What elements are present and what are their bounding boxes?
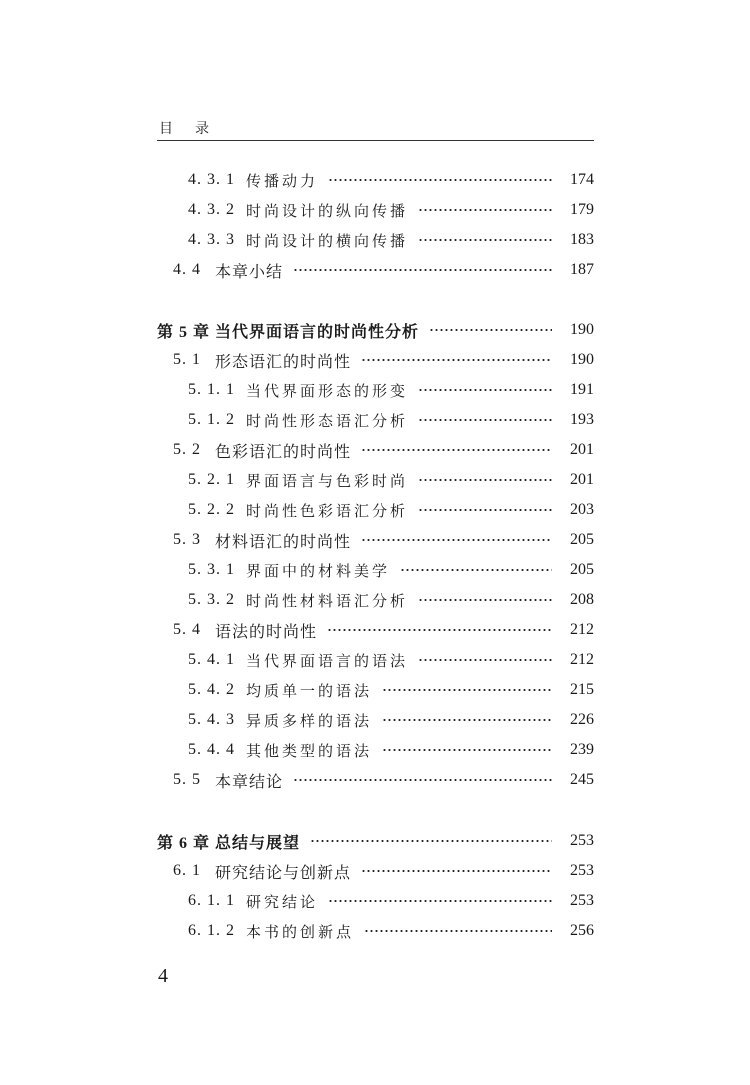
section-title: 当代界面形态的形变 [246, 381, 409, 400]
dot-leader [418, 478, 552, 482]
page-ref: 193 [570, 411, 594, 428]
dot-leader [418, 418, 552, 422]
page-ref: 191 [570, 381, 594, 398]
toc-entry[interactable] [0, 708, 750, 732]
section-number: 5. 3 [173, 531, 201, 548]
section-number: 5. 3. 1 [188, 561, 235, 578]
toc-entry[interactable] [0, 408, 750, 432]
section-number: 4. 3. 3 [188, 231, 235, 248]
dot-leader [361, 358, 552, 362]
page-ref: 203 [570, 501, 594, 518]
section-number: 5. 4. 2 [188, 681, 235, 698]
page-ref: 215 [570, 681, 594, 698]
section-title: 其他类型的语法 [246, 741, 373, 760]
toc-entry[interactable] [0, 228, 750, 252]
section-number: 5. 4. 1 [188, 651, 235, 668]
dot-leader [361, 869, 552, 873]
section-number: 5. 1. 1 [188, 381, 235, 398]
section-title: 研究结论与创新点 [215, 862, 352, 882]
page-number: 4 [158, 965, 168, 987]
dot-leader [418, 238, 552, 242]
toc-entry[interactable] [0, 468, 750, 492]
section-title: 传播动力 [246, 171, 319, 190]
page-ref: 245 [570, 771, 594, 788]
dot-leader [382, 688, 552, 692]
toc-entry[interactable] [0, 528, 750, 552]
page-ref: 174 [570, 171, 594, 188]
section-number: 5. 4. 4 [188, 741, 235, 758]
page-ref: 205 [570, 561, 594, 578]
section-number: 5. 1. 2 [188, 411, 235, 428]
dot-leader [328, 899, 552, 903]
page-ref: 190 [570, 351, 594, 368]
toc-entry[interactable] [0, 258, 750, 282]
toc-entry[interactable] [0, 768, 750, 792]
section-number: 6. 1. 2 [188, 922, 235, 939]
chapter-number: 第 5 章 [157, 323, 211, 341]
dot-leader [310, 839, 552, 843]
header-title: 目录 [159, 121, 231, 137]
dot-leader [361, 448, 552, 452]
dot-leader [327, 628, 552, 632]
page-ref: 212 [570, 651, 594, 668]
dot-leader [293, 268, 552, 272]
page-ref: 208 [570, 591, 594, 608]
chapter-number: 第 6 章 [157, 834, 211, 852]
section-title: 本书的创新点 [246, 922, 355, 941]
section-title: 研究结论 [246, 892, 319, 911]
page-ref: 183 [570, 231, 594, 248]
dot-leader [418, 388, 552, 392]
dot-leader [418, 658, 552, 662]
dot-leader [429, 328, 552, 332]
page-ref: 253 [570, 832, 594, 849]
page-ref: 212 [570, 621, 594, 638]
toc-entry[interactable] [0, 498, 750, 522]
toc-entry[interactable] [0, 738, 750, 762]
section-number: 6. 1. 1 [188, 892, 235, 909]
chapter-title: 总结与展望 [215, 832, 301, 852]
section-title: 本章结论 [215, 771, 284, 791]
section-number: 5. 4. 3 [188, 711, 235, 728]
dot-leader [382, 718, 552, 722]
page-ref: 179 [570, 201, 594, 218]
toc-entry[interactable] [0, 618, 750, 642]
section-title: 异质多样的语法 [246, 711, 373, 730]
toc-entry[interactable] [0, 648, 750, 672]
dot-leader [293, 778, 552, 782]
section-number: 5. 1 [173, 351, 201, 368]
toc-entry[interactable] [0, 678, 750, 702]
toc-chapter-entry[interactable] [0, 829, 750, 853]
page-ref: 253 [570, 862, 594, 879]
section-title: 材料语汇的时尚性 [215, 531, 352, 551]
section-title: 界面语言与色彩时尚 [246, 471, 409, 490]
section-number: 4. 3. 1 [188, 171, 235, 188]
toc-entry[interactable] [0, 919, 750, 943]
dot-leader [418, 208, 552, 212]
dot-leader [382, 748, 552, 752]
page-ref: 253 [570, 892, 594, 909]
section-number: 4. 3. 2 [188, 201, 235, 218]
page-ref: 190 [570, 321, 594, 338]
section-title: 当代界面语言的语法 [246, 651, 409, 670]
toc-entry[interactable] [0, 558, 750, 582]
section-title: 时尚设计的横向传播 [246, 231, 409, 250]
toc-entry[interactable] [0, 168, 750, 192]
section-number: 6. 1 [173, 862, 201, 879]
dot-leader [364, 929, 552, 933]
section-title: 时尚设计的纵向传播 [246, 201, 409, 220]
section-title: 本章小结 [215, 261, 284, 281]
toc-entry[interactable] [0, 198, 750, 222]
section-number: 4. 4 [173, 261, 201, 278]
section-number: 5. 2. 1 [188, 471, 235, 488]
dot-leader [328, 178, 552, 182]
page-ref: 239 [570, 741, 594, 758]
section-number: 5. 2. 2 [188, 501, 235, 518]
toc-entry[interactable] [0, 378, 750, 402]
toc-entry[interactable] [0, 889, 750, 913]
section-title: 界面中的材料美学 [246, 561, 391, 580]
page-ref: 205 [570, 531, 594, 548]
dot-leader [418, 508, 552, 512]
section-title: 色彩语汇的时尚性 [215, 441, 352, 461]
dot-leader [361, 538, 552, 542]
section-title: 语法的时尚性 [215, 621, 318, 641]
section-number: 5. 4 [173, 621, 201, 638]
section-number: 5. 2 [173, 441, 201, 458]
chapter-title: 当代界面语言的时尚性分析 [215, 321, 420, 341]
section-title: 时尚性色彩语汇分析 [246, 501, 409, 520]
section-title: 时尚性形态语汇分析 [246, 411, 409, 430]
page-ref: 201 [570, 471, 594, 488]
section-number: 5. 5 [173, 771, 201, 788]
toc-entry[interactable] [0, 859, 750, 883]
page-ref: 201 [570, 441, 594, 458]
section-title: 形态语汇的时尚性 [215, 351, 352, 371]
toc-entry[interactable] [0, 348, 750, 372]
section-title: 时尚性材料语汇分析 [246, 591, 409, 610]
page-ref: 226 [570, 711, 594, 728]
dot-leader [400, 568, 552, 572]
section-number: 5. 3. 2 [188, 591, 235, 608]
toc-chapter-entry[interactable] [0, 318, 750, 342]
toc-entry[interactable] [0, 438, 750, 462]
dot-leader [418, 598, 552, 602]
page-ref: 256 [570, 922, 594, 939]
section-title: 均质单一的语法 [246, 681, 373, 700]
page-ref: 187 [570, 261, 594, 278]
toc-entry[interactable] [0, 588, 750, 612]
